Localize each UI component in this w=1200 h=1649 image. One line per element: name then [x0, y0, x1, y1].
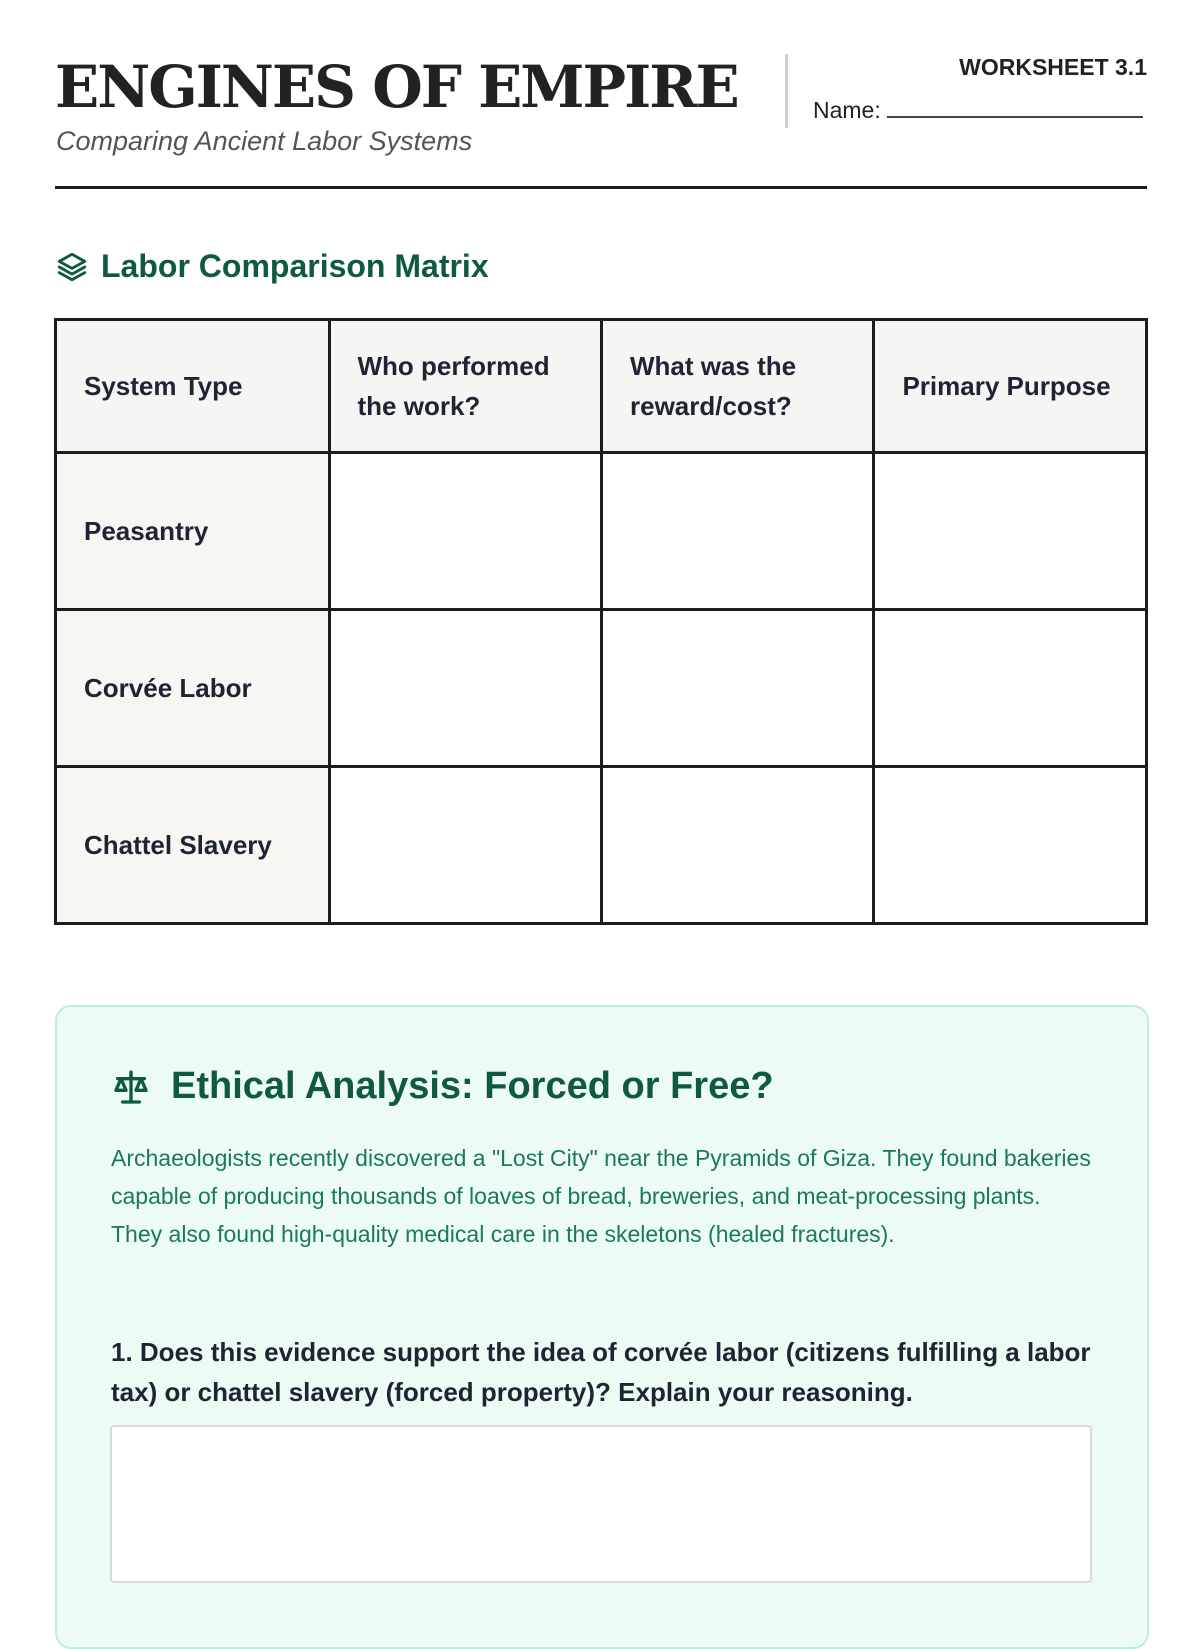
- answer-cell[interactable]: [329, 767, 601, 924]
- answer-cell[interactable]: [874, 610, 1147, 767]
- scale-icon: [111, 1067, 151, 1107]
- matrix-row: [56, 610, 1147, 767]
- row-header: Peasantry: [56, 453, 330, 610]
- column-header: Primary Purpose: [874, 320, 1147, 453]
- answer-cell[interactable]: [601, 453, 873, 610]
- column-header: What was the reward/cost?: [601, 320, 873, 453]
- header-rule: [55, 186, 1147, 189]
- question-1: 1. Does this evidence support the idea of corvée labor (citizens fulfilling a labor tax) or chattel slavery (forced property)? Explain your reasoning.: [111, 1337, 1091, 1407]
- answer-cell[interactable]: [874, 453, 1147, 610]
- name-line: [813, 94, 1143, 124]
- answer-cell[interactable]: [874, 767, 1147, 924]
- row-header: Corvée Labor: [56, 610, 330, 767]
- worksheet-header: [55, 50, 1147, 190]
- answer-cell[interactable]: [601, 767, 873, 924]
- layers-icon: [55, 250, 89, 284]
- matrix-header-row: [56, 320, 1147, 453]
- matrix-row: [56, 453, 1147, 610]
- matrix-section-title: [55, 248, 489, 285]
- analysis-title: [111, 1065, 774, 1108]
- analysis-passage: Archaeologists recently discovered a "Lost City" near the Pyramids of Giza. They found bakeries capable of producing thousands of loaves of bread, breweries, and meat-processing plants. They also found high-quality medical care in the skeletons (healed fractures).: [111, 1145, 1091, 1247]
- answer-cell[interactable]: [329, 610, 601, 767]
- row-header: Chattel Slavery: [56, 767, 330, 924]
- answer-cell[interactable]: [329, 453, 601, 610]
- ethical-analysis-card: [55, 1005, 1149, 1649]
- matrix-title-text: Labor Comparison Matrix: [101, 248, 489, 284]
- worksheet-number: WORKSHEET 3.1: [959, 54, 1147, 80]
- name-blank-field[interactable]: [887, 94, 1143, 118]
- answer-cell[interactable]: [601, 610, 873, 767]
- question-1-answer-input[interactable]: [110, 1425, 1092, 1583]
- labor-comparison-matrix: [54, 318, 1148, 925]
- column-header: System Type: [56, 320, 330, 453]
- name-label: Name:: [813, 97, 881, 123]
- column-header: Who performed the work?: [329, 320, 601, 453]
- matrix-row: [56, 767, 1147, 924]
- page-title: ENGINES OF EMPIRE: [55, 53, 738, 121]
- header-divider: [785, 54, 788, 128]
- analysis-title-text: Ethical Analysis: Forced or Free?: [171, 1065, 774, 1107]
- page-subtitle: Comparing Ancient Labor Systems: [56, 126, 473, 156]
